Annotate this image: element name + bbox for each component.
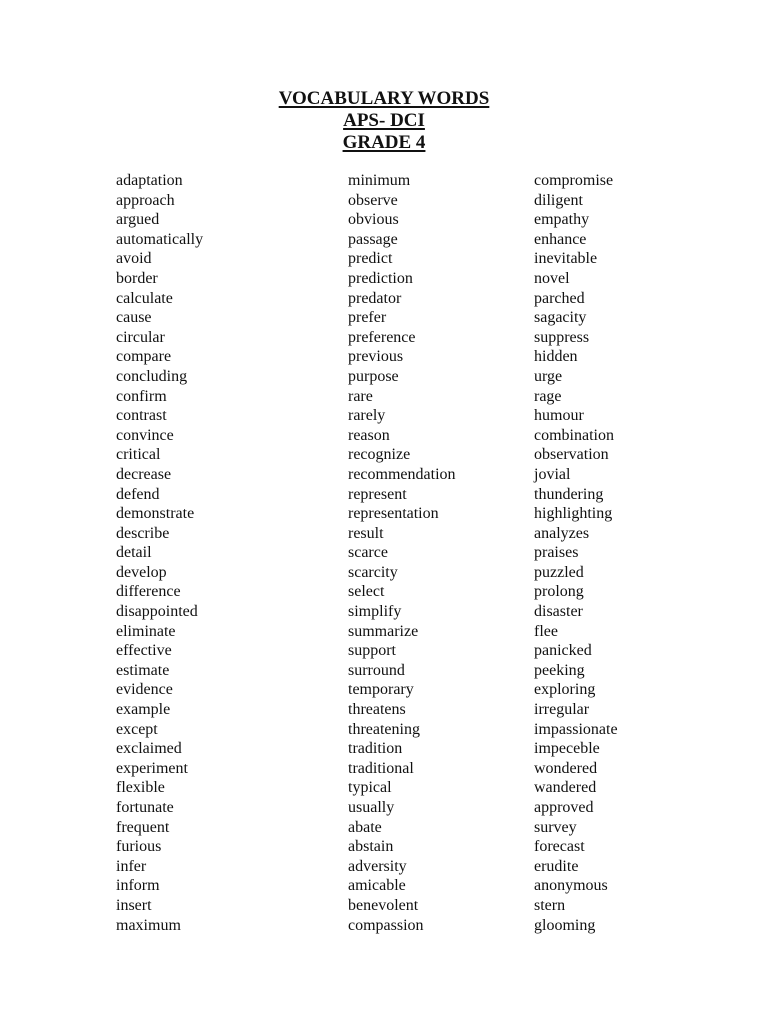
vocabulary-word: approved: [534, 799, 594, 816]
vocabulary-word: circular: [116, 328, 165, 346]
word-column-1: [116, 171, 203, 935]
vocabulary-word: panicked: [534, 642, 592, 660]
vocabulary-word: hidden: [534, 348, 578, 366]
vocabulary-word: difference: [116, 583, 181, 601]
vocabulary-word: rarely: [348, 407, 386, 425]
vocabulary-word: surround: [348, 661, 405, 679]
vocabulary-word: concluding: [116, 367, 188, 385]
vocabulary-word: support: [348, 642, 396, 660]
vocabulary-word: parched: [534, 289, 585, 307]
vocabulary-word: contrast: [116, 407, 167, 425]
vocabulary-word: predict: [348, 250, 393, 268]
vocabulary-word: passage: [348, 230, 398, 248]
vocabulary-word: representation: [348, 505, 439, 523]
vocabulary-word: prolong: [534, 583, 584, 601]
vocabulary-word: preference: [348, 328, 416, 346]
vocabulary-word: inevitable: [534, 250, 598, 268]
vocabulary-word: compromise: [534, 172, 614, 189]
vocabulary-word: border: [116, 269, 158, 287]
vocabulary-word: demonstrate: [116, 505, 195, 523]
vocabulary-word: abstain: [348, 838, 394, 856]
vocabulary-word: summarize: [348, 622, 419, 640]
vocabulary-word: traditional: [348, 759, 414, 777]
vocabulary-word: obvious: [348, 211, 399, 229]
vocabulary-word: threatening: [348, 720, 420, 738]
vocabulary-word: calculate: [116, 289, 173, 307]
vocabulary-word: observation: [534, 446, 609, 464]
vocabulary-word: thundering: [534, 485, 604, 503]
vocabulary-word: cause: [116, 309, 152, 327]
vocabulary-word: enhance: [534, 230, 587, 248]
vocabulary-word: example: [116, 701, 171, 719]
vocabulary-word: prefer: [348, 309, 387, 327]
vocabulary-word: forecast: [534, 838, 585, 856]
vocabulary-word: previous: [348, 348, 404, 366]
vocabulary-word: minimum: [348, 172, 411, 189]
word-column-2: [348, 171, 456, 935]
vocabulary-word: experiment: [116, 759, 188, 777]
vocabulary-word: puzzled: [534, 563, 584, 581]
vocabulary-word: adversity: [348, 857, 407, 875]
vocabulary-word: prediction: [348, 269, 413, 287]
vocabulary-word: disappointed: [116, 603, 198, 621]
title-line: [0, 88, 768, 110]
vocabulary-word: confirm: [116, 387, 167, 405]
vocabulary-word: erudite: [534, 857, 579, 875]
vocabulary-word: decrease: [116, 465, 172, 483]
vocabulary-word: estimate: [116, 661, 170, 679]
document-header: [0, 88, 768, 154]
vocabulary-word: impassionate: [534, 720, 618, 738]
vocabulary-word: suppress: [534, 328, 590, 346]
vocabulary-word: frequent: [116, 818, 170, 836]
vocabulary-word: observe: [348, 191, 398, 209]
vocabulary-word: typical: [348, 779, 392, 797]
document-subtitle: APS- DCI: [343, 110, 425, 131]
vocabulary-word: compassion: [348, 916, 424, 934]
vocabulary-word: scarce: [348, 544, 388, 562]
vocabulary-word: simplify: [348, 603, 402, 621]
vocabulary-word: fortunate: [116, 799, 174, 816]
vocabulary-word: praises: [534, 544, 579, 562]
vocabulary-word: effective: [116, 642, 172, 660]
vocabulary-word: argued: [116, 211, 160, 229]
grade-label: GRADE 4: [342, 132, 426, 153]
vocabulary-word: exclaimed: [116, 740, 182, 758]
vocabulary-word: adaptation: [116, 172, 183, 189]
vocabulary-word: threatens: [348, 701, 406, 719]
vocabulary-word: reason: [348, 426, 390, 444]
vocabulary-word: compare: [116, 348, 172, 366]
vocabulary-word: irregular: [534, 701, 590, 719]
vocabulary-word: predator: [348, 289, 402, 307]
vocabulary-word: develop: [116, 563, 167, 581]
vocabulary-word: empathy: [534, 211, 590, 229]
vocabulary-word: inform: [116, 877, 160, 895]
vocabulary-word: except: [116, 720, 158, 738]
vocabulary-word: abate: [348, 818, 382, 836]
vocabulary-word: rare: [348, 387, 373, 405]
vocabulary-word: eliminate: [116, 622, 176, 640]
vocabulary-word: convince: [116, 426, 174, 444]
vocabulary-word: avoid: [116, 250, 152, 268]
vocabulary-word: jovial: [534, 465, 571, 483]
vocabulary-word: furious: [116, 838, 162, 856]
vocabulary-word: flee: [534, 622, 558, 640]
vocabulary-word: wandered: [534, 779, 597, 797]
vocabulary-word: approach: [116, 191, 175, 209]
vocabulary-word: sagacity: [534, 309, 587, 327]
subtitle-line: [0, 110, 768, 132]
vocabulary-word: scarcity: [348, 563, 398, 581]
vocabulary-word: wondered: [534, 759, 598, 777]
vocabulary-word: defend: [116, 485, 160, 503]
vocabulary-word: temporary: [348, 681, 414, 699]
vocabulary-word: critical: [116, 446, 161, 464]
vocabulary-word: benevolent: [348, 896, 419, 914]
vocabulary-word: stern: [534, 896, 566, 914]
vocabulary-word: evidence: [116, 681, 173, 699]
vocabulary-word: novel: [534, 269, 570, 287]
vocabulary-word: tradition: [348, 740, 403, 758]
grade-line: [0, 132, 768, 154]
vocabulary-word: amicable: [348, 877, 406, 895]
vocabulary-word: maximum: [116, 916, 181, 934]
vocabulary-word: insert: [116, 896, 152, 914]
vocabulary-word: flexible: [116, 779, 165, 797]
vocabulary-word: rage: [534, 387, 562, 405]
vocabulary-word: analyzes: [534, 524, 590, 542]
vocabulary-word: infer: [116, 857, 147, 875]
document-title: VOCABULARY WORDS: [278, 88, 490, 109]
vocabulary-word: humour: [534, 407, 584, 425]
vocabulary-word: describe: [116, 524, 170, 542]
vocabulary-word: represent: [348, 485, 407, 503]
vocabulary-word: recognize: [348, 446, 411, 464]
vocabulary-word: select: [348, 583, 385, 601]
vocabulary-word: automatically: [116, 230, 204, 248]
vocabulary-word: detail: [116, 544, 152, 562]
vocabulary-word: urge: [534, 367, 563, 385]
vocabulary-word: impeceble: [534, 740, 600, 758]
vocabulary-word: glooming: [534, 916, 596, 934]
vocabulary-word: survey: [534, 818, 577, 836]
vocabulary-word: highlighting: [534, 505, 613, 523]
vocabulary-word: usually: [348, 799, 395, 816]
vocabulary-word: combination: [534, 426, 614, 444]
vocabulary-word: diligent: [534, 191, 583, 209]
vocabulary-word: result: [348, 524, 384, 542]
vocabulary-word: exploring: [534, 681, 596, 699]
vocabulary-word: disaster: [534, 603, 583, 621]
vocabulary-word: purpose: [348, 367, 399, 385]
vocabulary-word: peeking: [534, 661, 585, 679]
vocabulary-word: anonymous: [534, 877, 608, 895]
word-column-3: [534, 171, 618, 935]
vocabulary-word: recommendation: [348, 465, 456, 483]
